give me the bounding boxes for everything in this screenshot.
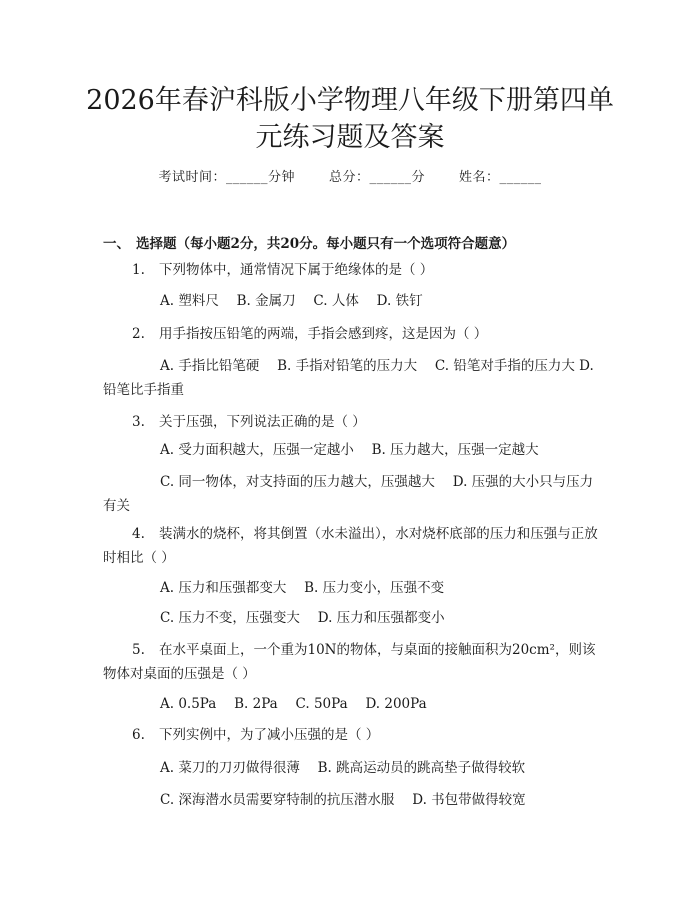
question-6-options-2: C. 深海潜水员需要穿特制的抗压潜水服 D. 书包带做得较宽 [160, 792, 526, 808]
title-line-1: 2026年春沪科版小学物理八年级下册第四单 [86, 85, 614, 116]
question-5-stem [103, 638, 603, 686]
question-1-stem [132, 258, 602, 282]
question-3-stem [132, 410, 602, 434]
section-heading [103, 232, 515, 252]
question-2-stem [132, 322, 602, 346]
question-text: 关于压强，下列说法正确的是（ ） [159, 414, 366, 430]
question-4-options-1: A. 压力和压强都变大 B. 压力变小，压强不变 [160, 580, 445, 596]
section-number: 一、 [103, 236, 130, 252]
question-3-options-1: A. 受力面积越大，压强一定越小 B. 压力越大，压强一定越大 [160, 442, 539, 458]
total-score: 总分：______分 [328, 170, 425, 185]
question-6-options-1: A. 菜刀的刀刃做得很薄 B. 跳高运动员的跳高垫子做得较软 [160, 760, 526, 776]
question-number: 4. [132, 526, 145, 542]
exam-time: 考试时间：______分钟 [158, 170, 295, 185]
question-3-options-2: C. 同一物体，对支持面的压力越大，压强越大 D. 压强的大小只与压力有关 [103, 474, 594, 514]
student-name: 姓名：______ [459, 170, 542, 185]
question-4-stem [103, 522, 603, 570]
question-number: 5. [132, 642, 145, 658]
title-line-2: 元练习题及答案 [255, 122, 445, 153]
exam-info [0, 166, 700, 185]
question-6-stem [132, 723, 602, 747]
question-5-options: A. 0.5Pa B. 2Pa C. 50Pa D. 200Pa [160, 696, 427, 712]
question-number: 3. [132, 414, 145, 430]
question-text: 在水平桌面上，一个重为10N的物体，与桌面的接触面积为20cm²，则该物体对桌面的压强是（ ） [103, 642, 596, 682]
question-text: 下列实例中，为了减小压强的是（ ） [159, 727, 380, 743]
question-text: 下列物体中，通常情况下属于绝缘体的是（ ） [159, 262, 434, 278]
question-4-options-2: C. 压力不变，压强变大 D. 压力和压强都变小 [160, 610, 445, 626]
document-title [60, 82, 640, 156]
question-number: 2. [132, 326, 145, 342]
question-1-options: A. 塑料尺 B. 金属刀 C. 人体 D. 铁钉 [160, 293, 423, 309]
question-number: 6. [132, 727, 145, 743]
section-label: 选择题（每小题2分，共20分。每小题只有一个选项符合题意） [136, 236, 516, 252]
question-number: 1. [132, 262, 145, 278]
question-text: 装满水的烧杯，将其倒置（水未溢出），水对烧杯底部的压力和压强与正放时相比（ ） [103, 526, 598, 566]
question-text: 用手指按压铅笔的两端，手指会感到疼，这是因为（ ） [159, 326, 488, 342]
question-2-options: A. 手指比铅笔硬 B. 手指对铅笔的压力大 C. 铅笔对手指的压力大 D. 铅笔比手指重 [103, 358, 594, 398]
